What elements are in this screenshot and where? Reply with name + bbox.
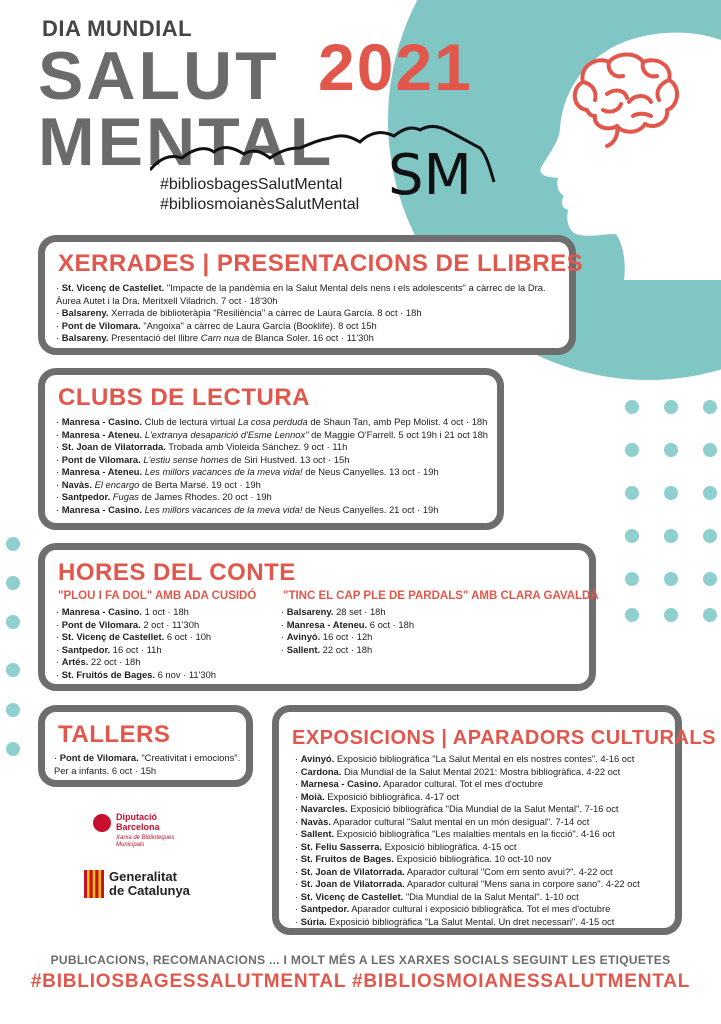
list-item: · Santpedor. Fugas de James Rhodes. 20 oct · 19h bbox=[56, 491, 272, 502]
list-item: · Santpedor. Aparador cultural i exposició bibliogràfica. Tot el mes d'octubre bbox=[295, 903, 611, 914]
sm-logo: SM bbox=[388, 143, 472, 208]
tallers-title: TALLERS bbox=[58, 721, 171, 748]
hashtag-moianes: #bibliosmoianèsSalutMental bbox=[160, 196, 360, 213]
list-item: · Marnesa - Casino. Aparador cultural. Tot el mes d'octubre bbox=[295, 778, 544, 789]
list-item: · Manresa - Casino. 1 oct · 18h bbox=[56, 606, 189, 617]
diputacio-network2: Municipals bbox=[116, 842, 145, 848]
list-item: · Balsareny. Presentació del llibre Carn nua de Blanca Soler. 16 oct · 11'30h bbox=[56, 332, 374, 343]
list-item: · Manresa - Ateneu. 6 oct · 18h bbox=[281, 618, 415, 630]
list-item: · Santpedor. 16 oct · 11h bbox=[56, 643, 162, 655]
list-item: · Navàs. Aparador cultural "Salut mental en un món desigual". 7-14 oct bbox=[295, 815, 590, 827]
list-item: · Pont de Vilomara. "Angoixa" a càrrec de Laura García (Booklife). 8 oct 15h bbox=[56, 319, 377, 331]
header-year: 2021 bbox=[318, 30, 473, 104]
generalitat-name1: Generalitat bbox=[109, 869, 177, 884]
generalitat-emblem-icon bbox=[84, 870, 104, 898]
list-item: · St. Fruitós de Bages. 6 nov · 11'30h bbox=[56, 668, 217, 680]
exposicions-list bbox=[295, 753, 640, 928]
list-item: · Pont de Vilomara. 2 oct · 11'30h bbox=[56, 618, 200, 630]
generalitat-name2: de Catalunya bbox=[109, 883, 190, 898]
diputacio-emblem-icon bbox=[93, 814, 111, 832]
list-item: · Balsareny. Xerrada de biblioteràpia "Resiliència" a càrrec de Laura García. 8 oct · 18h bbox=[56, 307, 422, 318]
header-mental: MENTAL bbox=[38, 104, 335, 180]
list-item: · Manresa - Ateneu. L'extranya desaparició d'Esme Lennox" de Maggie O'Farrell. 5 oct 19h i 21 oct 18h bbox=[56, 428, 489, 440]
list-item: · Súria. Exposició bibliogràfica "La Salut Mental. Un dret necessari". 4-15 oct bbox=[295, 915, 615, 927]
list-item: · St. Joan de Vilatorrada. Aparador cultural "Mens sana in corpore sano". 4-22 oct bbox=[295, 878, 640, 889]
list-item: · Artés. 22 oct · 18h bbox=[56, 656, 141, 667]
tallers-section bbox=[38, 705, 253, 787]
clubs-title: CLUBS DE LECTURA bbox=[58, 384, 310, 411]
list-item: · St. Vicenç de Castellet. 6 oct · 10h bbox=[56, 631, 212, 642]
conte-title: HORES DEL CONTE bbox=[58, 559, 296, 586]
exposicions-section bbox=[272, 705, 716, 935]
xerrades-title: XERRADES | PRESENTACIONS DE LLIBRES bbox=[58, 250, 584, 277]
brain-icon bbox=[567, 50, 687, 150]
list-item: · Cardona. Dia Mundial de la Salut Mental 2021: Mostra bibliogràfica. 4-22 oct bbox=[295, 765, 621, 777]
list-item: · Manresa - Casino. Les millors vacances de la meva vida! de Neus Canyelles. 21 oct · 19h bbox=[56, 503, 439, 515]
footer-note: PUBLICACIONS, RECOMANACIONS ... I MOLT MÉS A LES XARXES SOCIALS SEGUINT LES ETIQUETES bbox=[50, 953, 671, 967]
conte-col2-title: "TINC EL CAP PLE DE PARDALS" AMB CLARA GAVALDÀ bbox=[283, 590, 599, 602]
footer-hashtags: #BIBLIOSBAGESSALUTMENTAL #BIBLIOSMOIANESSALUTMENTAL bbox=[30, 971, 691, 992]
list-item: · Navarcles. Exposició bibliogràfica "Dia Mundial de la Salut Mental". 7-16 oct bbox=[295, 803, 619, 814]
list-item: · Manresa - Ateneu. Les millors vacances de la meva vida! de Neus Canyelles. 13 oct · 19h bbox=[56, 466, 439, 477]
diputacio-name1: Diputació bbox=[116, 812, 158, 822]
list-item: · St. Feliu Sasserra. Exposició bibliogràfica. 4-15 oct bbox=[295, 840, 517, 852]
list-item: · Manresa - Casino. Club de lectura virtual La cosa perduda de Shaun Tan, amb Pep Molist. 4 oct · 18h bbox=[56, 416, 488, 427]
list-item: · Avinyó. Exposició bibliogràfica "La Salut Mental en els nostres contes". 4-16 oct bbox=[295, 753, 635, 764]
conte-col1-title: "PLOU I FA DOL" AMB ADA CUSIDÓ bbox=[58, 590, 257, 602]
list-item: · St. Vicenç de Castellet. "Impacte de la pandèmia en la Salut Mental dels nens i els adolescents" a càrrec de la Dra. Àurea Autet i la Dra. Meritxell Viladrich. 7 oct · 18'30h bbox=[56, 282, 546, 306]
clubs-section bbox=[38, 368, 504, 530]
list-item: · Sallent. Exposició bibliogràfica "Les malalties mentals en la ficció". 4-16 oct bbox=[295, 828, 615, 839]
clubs-list bbox=[56, 416, 501, 516]
exposicions-title: EXPOSICIONS | APARADORS CULTURALS bbox=[292, 727, 716, 749]
conte-col1-list bbox=[56, 606, 216, 681]
xerrades-list bbox=[56, 282, 561, 345]
tallers-item: · Pont de Vilomara. "Creativitat i emocions". Per a infants. 6 oct · 15h bbox=[54, 752, 241, 776]
list-item: · St. Joan de Vilatorrada. Trobada amb Violeida Sánchez. 9 oct · 11h bbox=[56, 441, 348, 452]
xerrades-section bbox=[38, 235, 584, 355]
header-salut: SALUT bbox=[38, 38, 280, 114]
list-item: · Pont de Vilomara. L'estiu sense homes de Siri Hustved. 13 oct · 15h bbox=[56, 453, 350, 465]
list-item: · Balsareny. 28 set · 18h bbox=[281, 606, 386, 617]
list-item: · St. Joan de Vilatorrada. Aparador cultural "Com em sento avui?". 4-22 oct bbox=[295, 865, 613, 877]
diputacio-name2: Barcelona bbox=[116, 822, 160, 832]
conte-col2-list bbox=[281, 606, 414, 656]
hashtag-bages: #bibliosbagesSalutMental bbox=[160, 176, 343, 193]
list-item: · Avinyó. 16 oct · 12h bbox=[281, 631, 373, 642]
list-item: · Moià. Exposició bibliogràfica. 4-17 oct bbox=[295, 790, 460, 802]
list-item: · St. Fruitos de Bages. Exposició bibliogràfica. 10 oct-10 nov bbox=[295, 853, 552, 864]
header-day: DIA MUNDIAL bbox=[42, 16, 193, 41]
list-item: · St. Vicenç de Castellet. "Dia Mundial de la Salut Mental". 1-10 oct bbox=[295, 890, 579, 902]
list-item: · Navàs. El encargo de Berta Marsé. 19 oct · 19h bbox=[56, 478, 261, 490]
diputacio-network1: Xarxa de Biblioteques bbox=[116, 835, 175, 841]
conte-section bbox=[38, 543, 599, 691]
list-item: · Sallent. 22 oct · 18h bbox=[281, 643, 373, 655]
